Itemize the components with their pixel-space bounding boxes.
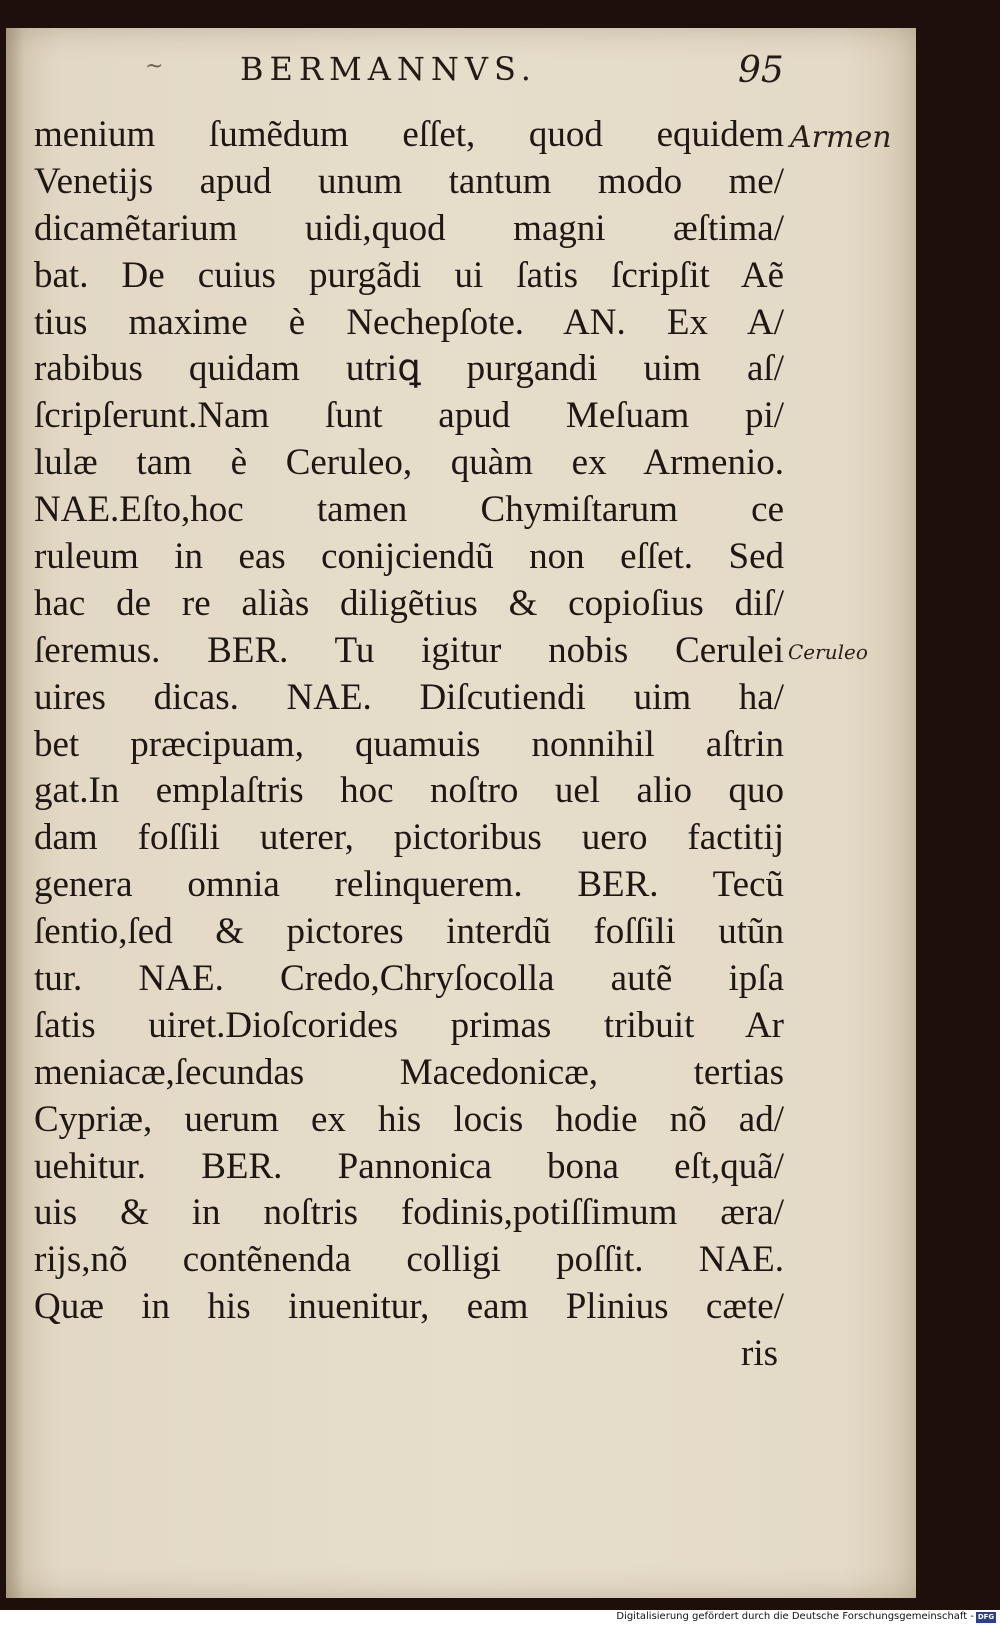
text-line: Venetijs apud unum tantum modo me/ [34,160,784,202]
text-line: uires dicas. NAE. Diſcutiendi uim ha/ [34,676,784,718]
marginal-note: Armen [790,120,892,155]
text-block [34,112,784,1378]
marginal-note: Ceruleo [788,640,868,664]
text-line: hac de re aliàs diligẽtius & copioſius diſ/ [34,582,784,624]
text-line: gat.In emplaſtris hoc noſtro uel alio quo [34,770,784,812]
text-line: bat. De cuius purgãdi ui ſatis ſcripſit Aẽ [34,254,784,296]
text-line: ruleum in eas conijciendũ non eſſet. Sed [34,536,784,578]
running-head: BERMANNVS. [240,50,537,88]
text-line: genera omnia relinquerem. BER. Tecũ [34,864,784,906]
text-line: menium ſumẽdum eſſet, quod equidem [34,114,784,155]
page-number: 95 [738,50,784,91]
text-line: lulæ tam è Ceruleo, quàm ex Armenio. [34,442,784,484]
text-line: meniacæ,ſecundas Macedonicæ, tertias [34,1051,784,1093]
text-line: ſatis uiret.Dioſcorides primas tribuit Ar [34,1004,784,1046]
digitization-credit: Digitalisierung gefördert durch die Deutsche Forschungsgemeinschaft - [616,1611,974,1622]
text-line: rabibus quidam utriꝗ purgandi uim aſ/ [34,348,784,390]
text-line: tur. NAE. Credo,Chryſocolla autẽ ipſa [34,958,784,1000]
text-line: Quæ in his inuenitur, eam Plinius cæte/ [34,1286,784,1328]
text-line: Cypriæ, uerum ex his locis hodie nõ ad/ [34,1098,784,1140]
text-line: ſentio,ſed & pictores interdũ foſſili utũn [34,911,784,953]
dfg-logo: DFG [977,1613,995,1621]
text-line: uehitur. BER. Pannonica bona eſt,quã/ [34,1145,784,1187]
text-line: ſeremus. BER. Tu igitur nobis Cerulei [34,629,784,671]
text-line: uis & in noſtris fodinis,potiſſimum æra/ [34,1192,784,1234]
text-line: NAE.Eſto,hoc tamen Chymiſtarum ce [34,489,784,531]
head-ornament: ~ [145,54,164,79]
text-line: ſcripſerunt.Nam ſunt apud Meſuam pi/ [34,395,784,437]
catchword: ris [741,1333,778,1375]
text-line: dam foſſili uterer, pictoribus uero factitij [34,817,784,859]
text-line: bet præcipuam, quamuis nonnihil aſtrin [34,723,784,765]
text-line: rijs,nõ contẽnenda colligi poſſit. NAE. [34,1239,784,1281]
text-line: tius maxime è Nechepſote. AN. Ex A/ [34,301,784,343]
text-line: dicamẽtarium uidi,quod magni æſtima/ [34,207,784,249]
